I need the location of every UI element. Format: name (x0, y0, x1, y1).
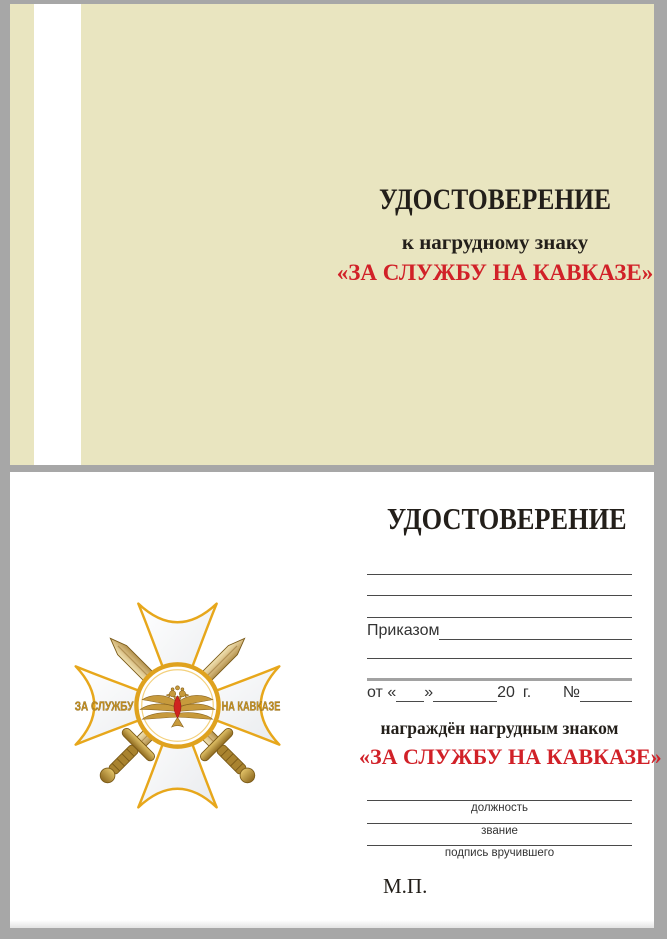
date-day-blank (396, 685, 424, 702)
certificate-inside (10, 472, 662, 928)
blank-line-2 (367, 595, 632, 596)
blank-line-1 (367, 574, 632, 575)
awarded-text: награждён нагрудным знаком (380, 718, 619, 738)
cover-spine-stripe (34, 4, 81, 465)
cover-badge-name: «ЗА СЛУЖБУ НА КАВКАЗЕ» (336, 260, 654, 285)
order-blank (439, 623, 632, 640)
inside-title: УДОСТОВЕРЕНИЕ (386, 501, 627, 536)
blank-line-3 (367, 617, 632, 618)
date-year-suffix: г. (522, 684, 532, 701)
date-month-blank (433, 685, 497, 702)
date-from-label: от « (367, 684, 397, 701)
certificate-cover (10, 4, 654, 465)
cover-title: УДОСТОВЕРЕНИЕ (378, 183, 612, 216)
page-bottom-edge (10, 920, 654, 928)
signature-field-label: звание (481, 825, 518, 837)
date-number-line (367, 684, 632, 702)
number-sign: № (562, 684, 580, 701)
badge-right-arm-text: НА КАВКАЗЕ (221, 698, 281, 714)
cover-subtitle: к нагрудному знаку (401, 230, 589, 254)
award-badge-image (60, 588, 295, 823)
signature-field-label: подпись вручившего (444, 847, 555, 859)
inside-badge-name: «ЗА СЛУЖБУ НА КАВКАЗЕ» (359, 744, 662, 769)
order-line (367, 622, 632, 640)
signature-field-rank (367, 823, 632, 837)
blank-line-4 (367, 658, 632, 659)
thick-divider-line (367, 678, 632, 681)
badge-center-medallion (136, 664, 218, 746)
stamp-mark: М.П. (383, 874, 428, 898)
signature-field-position (367, 800, 632, 814)
certificate-form (359, 472, 662, 928)
date-year-prefix: 20 (497, 684, 515, 701)
date-close-quote: » (424, 684, 434, 701)
signature-field-signature (367, 845, 632, 859)
signature-field-label: должность (470, 802, 528, 814)
number-blank (580, 685, 632, 702)
order-label: Приказом (367, 622, 440, 639)
badge-left-arm-text: ЗА СЛУЖБУ (74, 698, 135, 714)
